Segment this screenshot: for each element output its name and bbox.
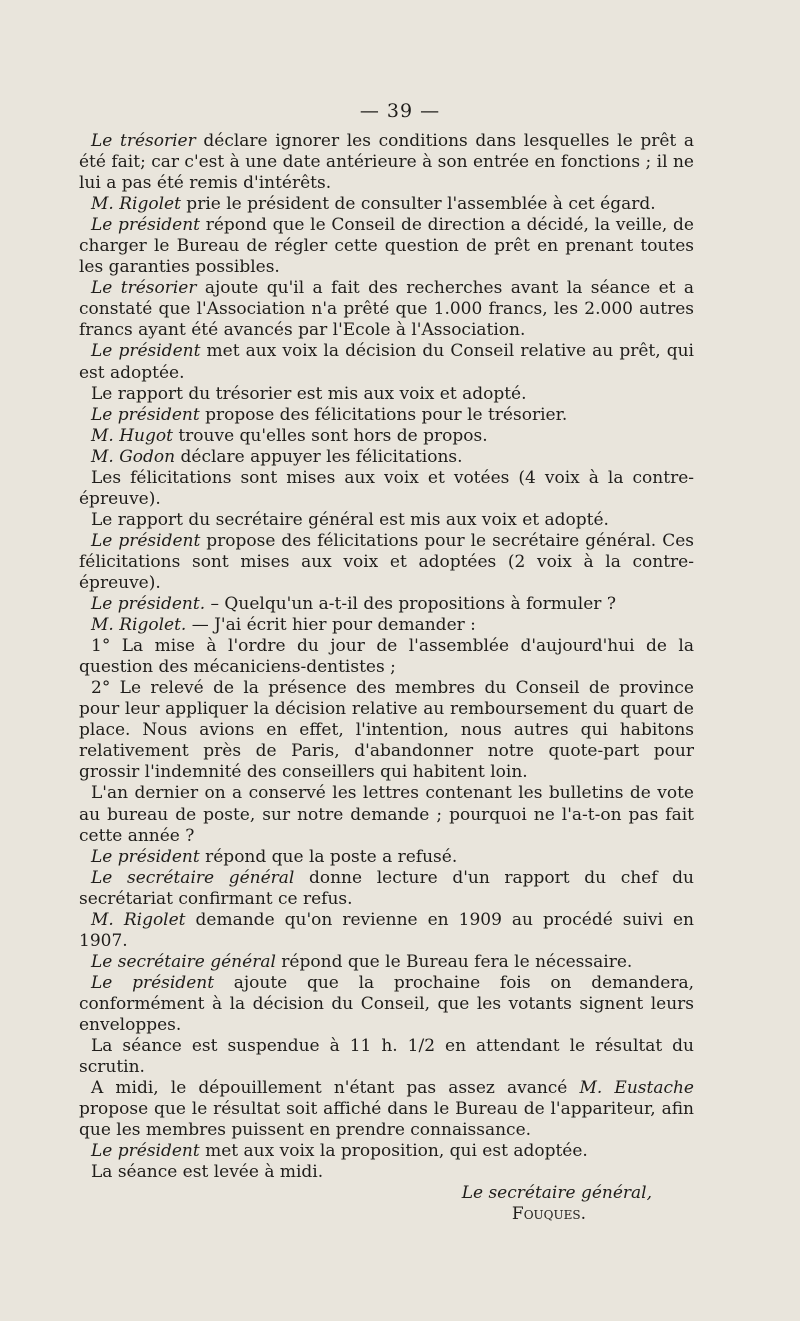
minutes-text <box>79 131 694 1225</box>
speaker: Le président <box>91 530 201 551</box>
speaker: Le président <box>91 341 201 362</box>
paragraph <box>79 215 694 278</box>
speaker: M. Hugot <box>91 425 173 446</box>
paragraph <box>79 1036 694 1078</box>
paragraph-text: trouve qu'elles sont hors de propos. <box>172 425 488 446</box>
paragraph <box>79 594 694 615</box>
speaker: Le secrétaire général <box>91 867 295 888</box>
paragraph <box>79 278 694 341</box>
paragraph <box>79 678 694 783</box>
speaker: Le président. <box>91 594 206 615</box>
paragraph-text: propose des félicitations pour le trésorier. <box>199 404 568 425</box>
paragraph-text: prie le président de consulter l'assemblée à cet égard. <box>180 194 656 215</box>
speaker: Le président <box>91 215 201 236</box>
paragraph-text: propose que le résultat soit affiché dans le Bureau de l'appariteur, afin que les membres puissent en prendre connaissance. <box>79 1099 694 1141</box>
paragraph <box>79 636 694 678</box>
paragraph-text: Les félicitations sont mises aux voix et votées (4 voix à la contre-épreuve). <box>79 467 694 509</box>
paragraph <box>79 783 694 846</box>
paragraph-text: met aux voix la décision du Conseil relative au prêt, qui est adoptée. <box>79 341 694 383</box>
paragraph <box>79 973 694 1036</box>
speaker: Le président <box>91 846 200 867</box>
paragraph-text: déclare ignorer les conditions dans lesquelles le prêt a été fait; car c'est à une date antérieure à son entrée en fonctions ; il ne lui a pas été remis d'intérêts. <box>79 131 695 194</box>
paragraph-text: répond que le Conseil de direction a décidé, la veille, de charger le Bureau de régler cette question de prêt en prenant toutes les garanties possibles. <box>79 215 694 278</box>
paragraph-text: déclare appuyer les félicitations. <box>175 446 463 467</box>
speaker: Le président <box>91 404 200 425</box>
speaker: M. Rigolet <box>91 909 186 930</box>
paragraph <box>79 341 694 383</box>
paragraph <box>79 952 694 973</box>
paragraph-text: 2° Le relevé de la présence des membres du Conseil de province pour leur appliquer la décision relative au remboursement du quart de place. Nous avions en effet, l'intention, nous autres qui habitons relativement près de Paris, d'abandonner notre quote-part pour grossir l'indemnité des conseillers qui habitent loin. <box>79 678 694 783</box>
paragraph <box>79 1162 694 1183</box>
paragraph-text: Le rapport du secrétaire général est mis aux voix et adopté. <box>91 509 609 530</box>
page-number: — 39 — <box>359 100 441 122</box>
paragraph-text: propose des félicitations pour le secrétaire général. Ces félicitations sont mises aux voix et adoptées (2 voix à la contre-épreuve). <box>79 530 694 593</box>
paragraph-text: — J'ai écrit hier pour demander : <box>186 615 476 636</box>
paragraph-text: L'an dernier on a conservé les lettres contenant les bulletins de vote au bureau de poste, sur notre demande ; pourquoi ne l'a-t-on pas fait cette année ? <box>79 783 694 846</box>
paragraph <box>79 384 694 405</box>
paragraph <box>79 1078 694 1141</box>
paragraph-text: Le rapport du trésorier est mis aux voix et adopté. <box>91 383 527 404</box>
paragraph <box>79 615 694 636</box>
speaker: M. Eustache <box>579 1078 694 1099</box>
paragraph-text: La séance est suspendue à 11 h. 1/2 en attendant le résultat du scrutin. <box>79 1036 694 1078</box>
speaker: Le président <box>91 972 215 993</box>
speaker: M. Rigolet <box>91 194 181 215</box>
paragraph <box>79 531 694 594</box>
paragraph <box>79 405 694 426</box>
paragraph <box>79 1141 694 1162</box>
speaker: Le trésorier <box>91 131 196 151</box>
speaker: Le secrétaire général <box>91 951 276 972</box>
paragraph <box>79 910 694 952</box>
paragraph-text: – Quelqu'un a-t-il des propositions à formuler ? <box>205 594 616 615</box>
paragraph <box>79 194 694 215</box>
paragraph-text: met aux voix la proposition, qui est adoptée. <box>199 1141 588 1162</box>
paragraph-text: A midi, le dépouillement n'étant pas assez avancé <box>91 1078 580 1099</box>
paragraph-text: 1° La mise à l'ordre du jour de l'assemblée d'aujourd'hui de la question des mécaniciens-dentistes ; <box>79 636 694 678</box>
paragraph-text: ajoute qu'il a fait des recherches avant la séance et a constaté que l'Association n'a prêté que 1.000 francs, les 2.000 autres francs ayant été avancés par l'Ecole à l'Association. <box>79 278 695 341</box>
paragraph-text: répond que le Bureau fera le nécessaire. <box>275 951 633 972</box>
paragraph-text: ajoute que la prochaine fois on demandera, conformément à la décision du Conseil, que les votants signent leurs enveloppes. <box>79 972 694 1035</box>
speaker: Le président <box>91 1141 200 1162</box>
signature-name: Fouques. <box>511 1204 586 1225</box>
speaker: Le trésorier <box>91 278 197 299</box>
paragraph <box>79 468 694 510</box>
paragraph <box>79 510 694 531</box>
paragraph <box>79 847 694 868</box>
paragraph-text: demande qu'on revienne en 1909 au procédé suivi en 1907. <box>79 909 694 951</box>
speaker: M. Godon <box>91 446 176 467</box>
paragraph <box>79 447 694 468</box>
speaker: M. Rigolet. <box>91 615 187 636</box>
paragraph <box>79 868 694 910</box>
paragraph <box>79 426 694 447</box>
paragraph-text: répond que la poste a refusé. <box>199 846 458 867</box>
paragraph-text: La séance est levée à midi. <box>91 1162 324 1183</box>
paragraph <box>79 131 694 194</box>
paragraph-text: donne lecture d'un rapport du chef du secrétariat confirmant ce refus. <box>79 867 694 909</box>
signature-title: Le secrétaire général, <box>461 1183 652 1204</box>
